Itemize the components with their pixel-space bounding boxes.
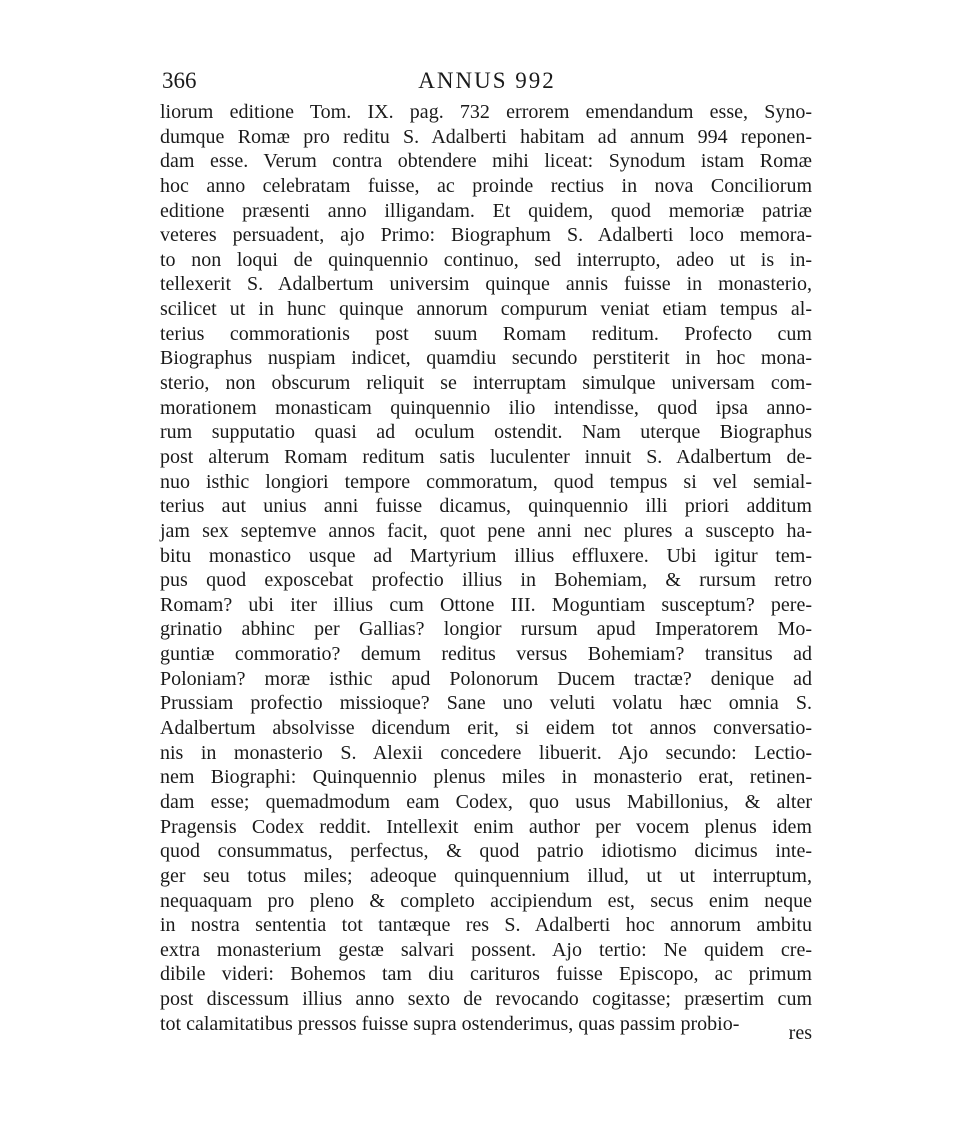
text-line: morationem monasticam quinquennio ilio intendisse, quod ipsa anno-	[160, 396, 812, 419]
text-line: Romam? ubi iter illius cum Ottone III. Moguntiam susceptum? pere-	[160, 593, 812, 616]
text-line: ger seu totus miles; adeoque quinquennium illud, ut ut interruptum,	[160, 864, 812, 887]
page-number: 366	[162, 68, 197, 93]
catchword: res	[788, 1022, 812, 1044]
text-line: dumque Romæ pro reditu S. Adalberti habitam ad annum 994 reponen-	[160, 125, 812, 148]
text-line: pus quod exposcebat profectio illius in Bohemiam, & rursum retro	[160, 569, 812, 592]
text-line: quod consummatus, perfectus, & quod patrio idiotismo dicimus inte-	[160, 840, 812, 863]
text-line: grinatio abhinc per Gallias? longior rursum apud Imperatorem Mo-	[160, 618, 812, 641]
text-line: dibile videri: Bohemos tam diu carituros fuisse Episcopo, ac primum	[160, 963, 812, 986]
text-line: editione præsenti anno illigandam. Et quidem, quod memoriæ patriæ	[160, 199, 812, 222]
text-line: post discessum illius anno sexto de revocando cogitasse; præsertim cum	[160, 988, 812, 1011]
text-line: to non loqui de quinquennio continuo, sed interrupto, adeo ut is in-	[160, 248, 812, 271]
text-line: jam sex septemve annos facit, quot pene anni nec plures a suscepto ha-	[160, 519, 812, 542]
text-line: tellexerit S. Adalbertum universim quinque annis fuisse in monasterio,	[160, 273, 812, 296]
text-line: tot calamitatibus pressos fuisse supra ostenderimus, quas passim probio-	[160, 1012, 740, 1035]
text-line: liorum editione Tom. IX. pag. 732 errorem emendandum esse, Syno-	[160, 101, 812, 123]
text-line: nem Biographi: Quinquennio plenus miles in monasterio erat, retinen-	[160, 766, 812, 789]
text-line: dam esse; quemadmodum eam Codex, quo usus Mabillonius, & alter	[160, 790, 812, 813]
text-line: scilicet ut in hunc quinque annorum compurum veniat etiam tempus al-	[160, 298, 812, 321]
text-line: hoc anno celebratam fuisse, ac proinde rectius in nova Conciliorum	[160, 174, 812, 197]
text-line: rum supputatio quasi ad oculum ostendit. Nam uterque Biographus	[160, 421, 812, 444]
text-line: nuo isthic longiori tempore commoratum, quod tempus si vel semial-	[160, 470, 812, 493]
body-text	[160, 100, 812, 1036]
text-line: extra monasterium gestæ salvari possent. Ajo tertio: Ne quidem cre-	[160, 938, 812, 961]
text-line: veteres persuadent, ajo Primo: Biographum S. Adalberti loco memora-	[160, 224, 812, 247]
text-line: nequaquam pro pleno & completo accipiendum est, secus enim neque	[160, 889, 812, 912]
text-line: post alterum Romam reditum satis luculenter innuit S. Adalbertum de-	[160, 445, 812, 468]
text-line: guntiæ commoratio? demum reditus versus Bohemiam? transitus ad	[160, 643, 812, 666]
text-line: Pragensis Codex reddit. Intellexit enim author per vocem plenus idem	[160, 815, 812, 838]
running-head	[162, 66, 812, 96]
text-line: Prussiam profectio missioque? Sane uno veluti volatu hæc omnia S.	[160, 692, 812, 715]
text-line: sterio, non obscurum reliquit se interruptam simulque universam com-	[160, 372, 812, 395]
text-line: Adalbertum absolvisse dicendum erit, si eidem tot annos conversatio-	[160, 717, 812, 740]
text-line: Poloniam? moræ isthic apud Polonorum Ducem tractæ? denique ad	[160, 667, 812, 690]
text-line: dam esse. Verum contra obtendere mihi liceat: Synodum istam Romæ	[160, 150, 812, 173]
running-title: ANNUS 992	[418, 68, 556, 93]
text-line: terius aut unius anni fuisse dicamus, quinquennio illi priori additum	[160, 495, 812, 518]
text-line: bitu monastico usque ad Martyrium illius effluxere. Ubi igitur tem-	[160, 544, 812, 567]
text-line: terius commorationis post suum Romam reditum. Profecto cum	[160, 322, 812, 345]
text-line: in nostra sententia tot tantæque res S. Adalberti hoc annorum ambitu	[160, 914, 812, 937]
text-line: Biographus nuspiam indicet, quamdiu secundo perstiterit in hoc mona-	[160, 347, 812, 370]
text-line: nis in monasterio S. Alexii concedere libuerit. Ajo secundo: Lectio-	[160, 741, 812, 764]
